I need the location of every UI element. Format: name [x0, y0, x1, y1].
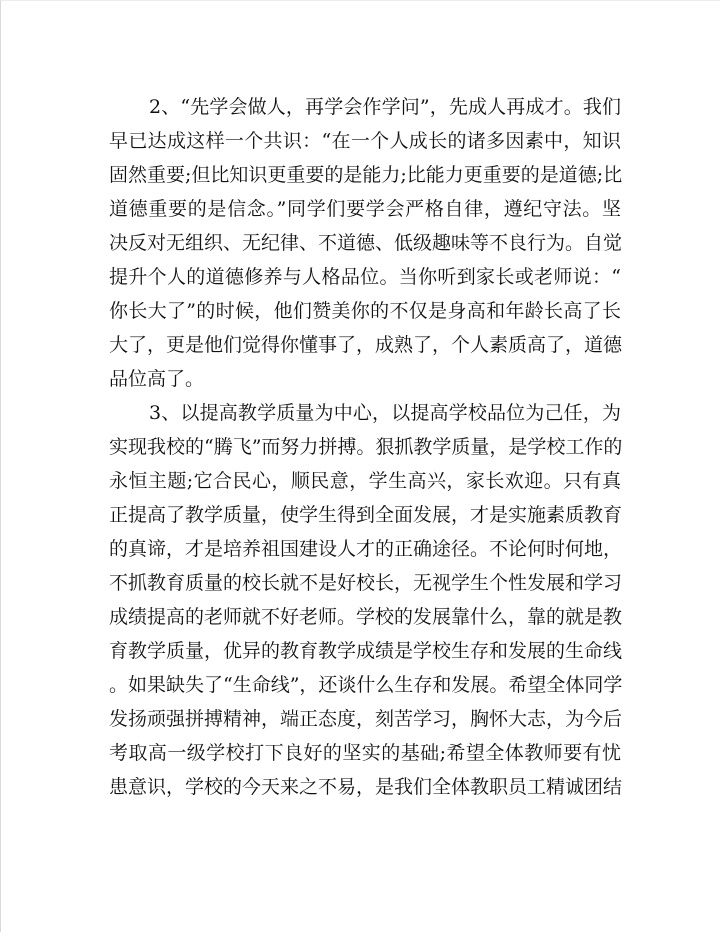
paragraph-line: 育教学质量，优异的教育教学成绩是学校生存和发展的生命线: [109, 640, 623, 662]
document-body: [109, 90, 621, 804]
paragraph-line: 固然重要;但比知识更重要的是能力;比能力更重要的是道德;比: [109, 164, 623, 186]
paragraph-line: 考取高一级学校打下良好的坚实的基础;希望全体教师要有忧: [109, 742, 621, 764]
paragraph-line: 决反对无组织、无纪律、不道德、低级趣味等不良行为。自觉: [109, 232, 623, 254]
paragraph-line: 你长大了”的时候，他们赞美你的不仅是身高和年龄长高了长: [109, 300, 621, 322]
paragraph-line: 患意识，学校的今天来之不易，是我们全体教职员工精诚团结: [109, 776, 623, 798]
paragraph-line: 道德重要的是信念。”同学们要学会严格自律，遵纪守法。坚: [109, 198, 621, 220]
paragraph-line: 的真谛，才是培养祖国建设人才的正确途径。不论何时何地，: [109, 538, 623, 560]
paragraph-2: [109, 90, 621, 396]
paragraph-line: 品位高了。: [109, 368, 205, 390]
paragraph-line: 提升个人的道德修养与人格品位。当你听到家长或老师说：“: [109, 266, 621, 288]
paragraph-line: 2、“先学会做人，再学会作学问”，先成人再成才。我们: [149, 96, 621, 118]
paragraph-3: [109, 396, 621, 804]
paragraph-line: 。如果缺失了“生命线”，还谈什么生存和发展。希望全体同学: [109, 674, 623, 696]
paragraph-line: 大了，更是他们觉得你懂事了，成熟了，个人素质高了，道德: [109, 334, 623, 356]
paragraph-line: 早已达成这样一个共识：“在一个人成长的诸多因素中，知识: [109, 130, 621, 152]
paragraph-line: 永恒主题;它合民心，顺民意，学生高兴，家长欢迎。只有真: [109, 470, 621, 492]
paragraph-line: 正提高了教学质量，使学生得到全面发展，才是实施素质教育: [109, 504, 623, 526]
paragraph-line: 实现我校的“腾飞”而努力拼搏。狠抓教学质量，是学校工作的: [109, 436, 623, 458]
paragraph-line: 成绩提高的老师就不好老师。学校的发展靠什么，靠的就是教: [109, 606, 623, 628]
paragraph-line: 3、以提高教学质量为中心，以提高学校品位为己任，为: [149, 402, 621, 424]
paragraph-line: 不抓教育质量的校长就不是好校长，无视学生个性发展和学习: [109, 572, 623, 594]
paragraph-line: 发扬顽强拼搏精神，端正态度，刻苦学习，胸怀大志，为今后: [109, 708, 623, 730]
